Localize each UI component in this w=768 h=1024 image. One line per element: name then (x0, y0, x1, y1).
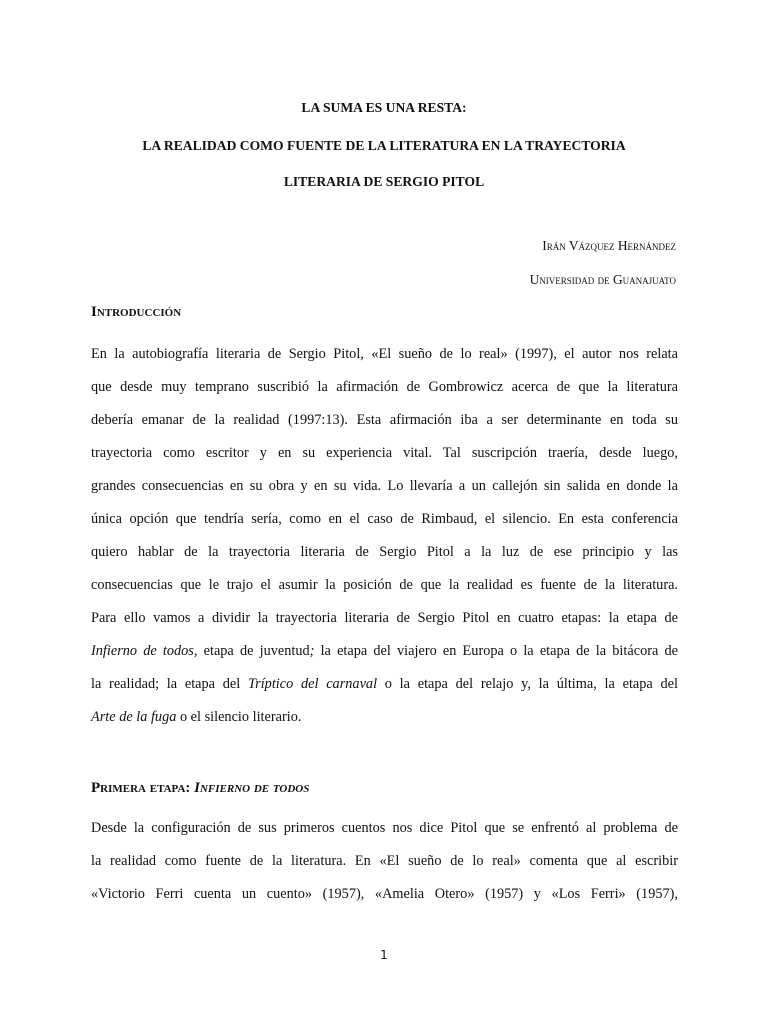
title-line-2: LA REALIDAD COMO FUENTE DE LA LITERATURA EN LA TRAYECTORIA (142, 138, 626, 153)
paragraph-line: quiero hablar de la trayectoria literaria de Sergio Pitol a la luz de ese principio y las (91, 544, 678, 560)
title-line-1: LA SUMA ES UNA RESTA: (301, 100, 467, 115)
paragraph-line: la realidad como fuente de la literatura. En «El sueño de lo real» comenta que al escribir (91, 853, 678, 869)
paragraph-line: trayectoria como escritor y en su experiencia vital. Tal suscripción traería, desde luego, (91, 445, 678, 461)
paragraph-line: En la autobiografía literaria de Sergio Pitol, «El sueño de lo real» (1997), el autor nos relata (91, 346, 678, 362)
paragraph-line: «Victorio Ferri cuenta un cuento» (1957), «Amelia Otero» (1957) y «Los Ferri» (1957), (91, 886, 678, 902)
title-line-3: LITERARIA DE SERGIO PITOL (283, 174, 485, 189)
paragraph-line: única opción que tendría sería, como en el caso de Rimbaud, el silencio. En esta conferencia (91, 511, 678, 527)
paragraph-line: Para ello vamos a dividir la trayectoria literaria de Sergio Pitol en cuatro etapas: la etapa de (91, 610, 678, 626)
author-affiliation: Universidad de Guanajuato (529, 272, 676, 287)
paragraph-line: consecuencias que le trajo el asumir la posición de que la realidad es fuente de la literatura. (91, 577, 678, 593)
paragraph-line: Infierno de todos, etapa de juventud; la etapa del viajero en Europa o la etapa de la bitácora de (91, 643, 678, 659)
section-heading-primera-etapa: Primera etapa: Infierno de todos (91, 780, 310, 796)
paragraph-line: debería emanar de la realidad (1997:13). Esta afirmación iba a ser determinante en toda su (91, 412, 678, 428)
paragraph-line: grandes consecuencias en su obra y en su vida. Lo llevaría a un callejón sin salida en donde la (91, 478, 678, 494)
paragraph-line: que desde muy temprano suscribió la afirmación de Gombrowicz acerca de que la literatura (91, 379, 678, 395)
italic-title: Arte de la fuga (91, 709, 177, 725)
section-heading-introduction: Introducción (91, 304, 182, 320)
paragraph-line: la realidad; la etapa del Tríptico del carnaval o la etapa del relajo y, la última, la etapa del (91, 676, 678, 692)
author-name: Irán Vázquez Hernández (542, 238, 676, 253)
italic-title: Infierno de todos, (91, 643, 198, 659)
page-number: 1 (380, 948, 388, 962)
paragraph-line: Desde la configuración de sus primeros cuentos nos dice Pitol que se enfrentó al problema de (91, 820, 678, 836)
paragraph-line: Arte de la fuga o el silencio literario. (91, 709, 302, 725)
italic-title: Tríptico del carnaval (247, 676, 378, 692)
